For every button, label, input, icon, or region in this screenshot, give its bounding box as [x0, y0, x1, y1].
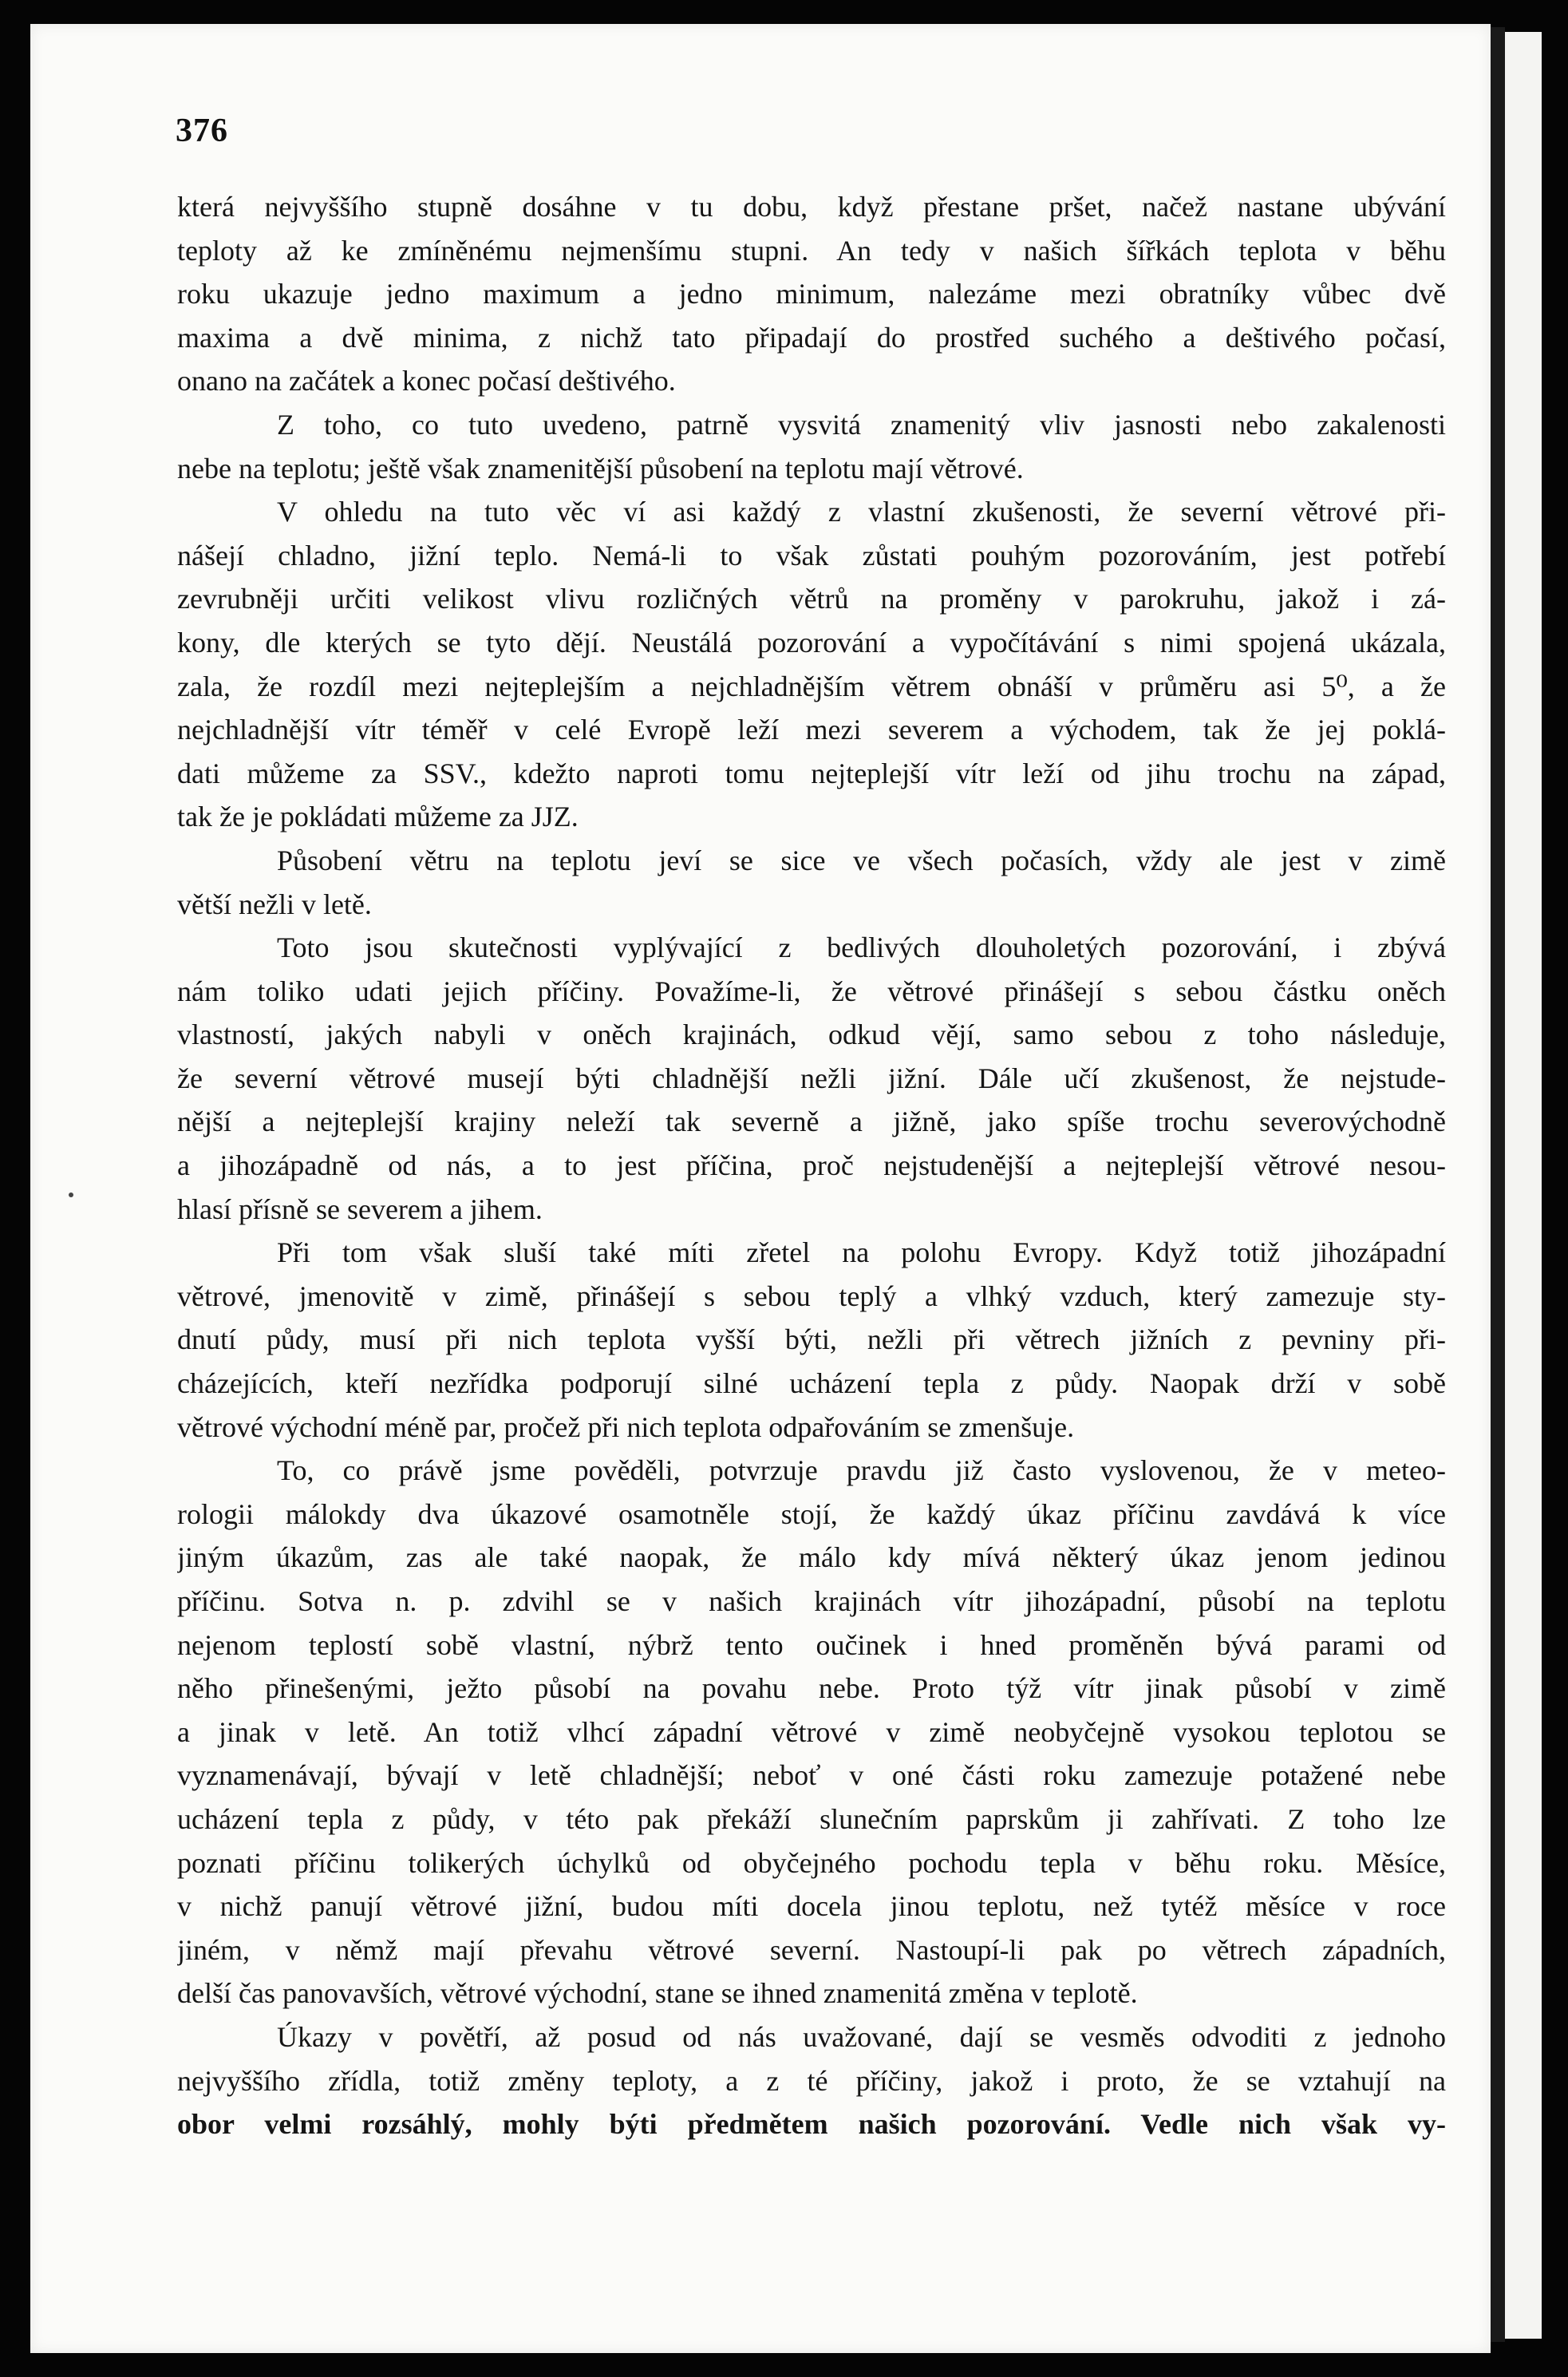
text-line: To, co právě jsme pověděli, potvrzuje pravdu již často vyslovenou, že v meteo-	[277, 1454, 1446, 1487]
adjacent-page-edge	[1505, 32, 1542, 2339]
text-line: nejchladnější vítr téměř v celé Evropě leží mezi severem a východem, tak že jej poklá-	[177, 714, 1446, 746]
text-line: něho přinešenými, ježto působí na povahu nebe. Proto týž vítr jinak působí v zimě	[177, 1672, 1446, 1705]
text-line: roku ukazuje jedno maximum a jedno minimum, nalezáme mezi obratníky vůbec dvě	[177, 278, 1446, 310]
text-line: cházejících, kteří nezřídka podporují silné ucházení tepla z půdy. Naopak drží v sobě	[177, 1367, 1446, 1400]
text-line: nejvyššího zřídla, totiž změny teploty, a z té příčiny, jakož i proto, že se vztahují na	[177, 2064, 1446, 2097]
text-line: a jinak v letě. An totiž vlhcí západní větrové v zimě neobyčejně vysokou teplotou se	[177, 1715, 1446, 1748]
text-line: Působení větru na teplotu jeví se sice ve všech počasích, vždy ale jest v zimě	[277, 844, 1446, 876]
text-line: větší nežli v letě.	[177, 888, 372, 920]
page-edge-shadow	[1491, 27, 1505, 2342]
text-line: větrové, jmenovitě v zimě, přinášejí s sebou teplý a vlhký vzduch, který zamezuje sty-	[177, 1279, 1446, 1312]
text-line: ucházení tepla z půdy, v této pak překáží slunečním paprskům ji zahřívati. Z toho lze	[177, 1802, 1446, 1835]
text-line: zala, že rozdíl mezi nejteplejším a nejchladnějším větrem obnáší v průměru asi 5⁰, a že	[177, 670, 1446, 702]
text-line: a jihozápadně od nás, a to jest příčina, proč nejstudenější a nejteplejší větrové nesou-	[177, 1149, 1446, 1182]
text-line: rologii málokdy dva úkazové osamotněle stojí, že každý úkaz příčinu zavdává k více	[177, 1497, 1446, 1530]
text-line: nášejí chladno, jižní teplo. Nemá-li to však zůstati pouhým pozorováním, jest potřebí	[177, 539, 1446, 572]
text-line: jiném, v němž mají převahu větrové severní. Nastoupí-li pak po větrech západních,	[177, 1933, 1446, 1966]
text-line: Při tom však sluší také míti zřetel na polohu Evropy. Když totiž jihozápadní	[277, 1236, 1446, 1269]
text-line: která nejvyššího stupně dosáhne v tu dobu, když přestane pršet, načež nastane ubývání	[177, 191, 1446, 223]
text-line: tak že je pokládati můžeme za JJZ.	[177, 801, 579, 833]
margin-mark	[69, 1192, 73, 1197]
text-line: dati můžeme za SSV., kdežto naproti tomu nejteplejší vítr leží od jihu trochu na západ,	[177, 757, 1446, 789]
text-line: poznati příčinu tolikerých úchylků od obyčejného pochodu tepla v běhu roku. Měsíce,	[177, 1846, 1446, 1879]
body-text	[177, 185, 1446, 2146]
text-line: větrové východní méně par, pročež při nich teplota odpařováním se zmenšuje.	[177, 1410, 1075, 1443]
text-line: kony, dle kterých se tyto dějí. Neustálá pozorování a vypočítávání s nimi spojená ukázala,	[177, 626, 1446, 659]
text-line: příčinu. Sotva n. p. zdvihl se v našich krajinách vítr jihozápadní, působí na teplotu	[177, 1585, 1446, 1617]
text-line: maxima a dvě minima, z nichž tato připadají do prostřed suchého a deštivého počasí,	[177, 321, 1446, 354]
text-line: Z toho, co tuto uvedeno, patrně vysvitá znamenitý vliv jasnosti nebo zakalenosti	[277, 408, 1446, 441]
text-line: delší čas panovavších, větrové východní, stane se ihned znamenitá změna v teplotě.	[177, 1977, 1138, 2010]
text-line: V ohledu na tuto věc ví asi každý z vlastní zkušenosti, že severní větrové při-	[277, 496, 1446, 528]
text-line: zevrubněji určiti velikost vlivu rozličných větrů na proměny v parokruhu, jakož i zá-	[177, 583, 1446, 615]
text-line: nám toliko udati jejich příčiny. Považíme-li, že větrové přinášejí s sebou částku oněch	[177, 975, 1446, 1007]
text-line: hlasí přísně se severem a jihem.	[177, 1192, 543, 1225]
text-line: v nichž panují větrové jižní, budou míti docela jinou teplotu, než tytéž měsíce v roce	[177, 1890, 1446, 1923]
text-line: nější a nejteplejší krajiny neleží tak severně a jižně, jako spíše trochu severovýchodně	[177, 1105, 1446, 1138]
text-line: dnutí půdy, musí při nich teplota vyšší býti, nežli při větrech jižních z pevniny při-	[177, 1323, 1446, 1356]
text-line: Toto jsou skutečnosti vyplývající z bedlivých dlouholetých pozorování, i zbývá	[277, 931, 1446, 964]
text-line: teploty až ke zmíněnému nejmenšímu stupni. An tedy v našich šířkách teplota v běhu	[177, 234, 1446, 267]
text-line: vlastností, jakých nabyli v oněch krajinách, odkud vějí, samo sebou z toho následuje,	[177, 1018, 1446, 1051]
text-line: obor velmi rozsáhlý, mohly býti předmětem našich pozorování. Vedle nich však vy-	[177, 2108, 1446, 2141]
text-line: Úkazy v povětří, až posud od nás uvažované, dají se vesměs odvoditi z jednoho	[277, 2020, 1446, 2053]
text-line: jiným úkazům, zas ale také naopak, že málo kdy mívá některý úkaz jenom jedinou	[177, 1541, 1446, 1574]
text-line: nejenom teplostí sobě vlastní, nýbrž tento oučinek i hned proměněn bývá parami od	[177, 1628, 1446, 1661]
text-line: nebe na teplotu; ještě však znamenitější působení na teplotu mají větrové.	[177, 452, 1024, 484]
text-line: vyznamenávají, bývají v letě chladnější; neboť v oné části roku zamezuje potažené nebe	[177, 1759, 1446, 1792]
text-line: že severní větrové musejí býti chladnější nežli jižní. Dále učí zkušenost, že nejstude-	[177, 1062, 1446, 1094]
text-line: onano na začátek a konec počasí deštivého.	[177, 365, 676, 397]
page-number: 376	[176, 113, 228, 149]
